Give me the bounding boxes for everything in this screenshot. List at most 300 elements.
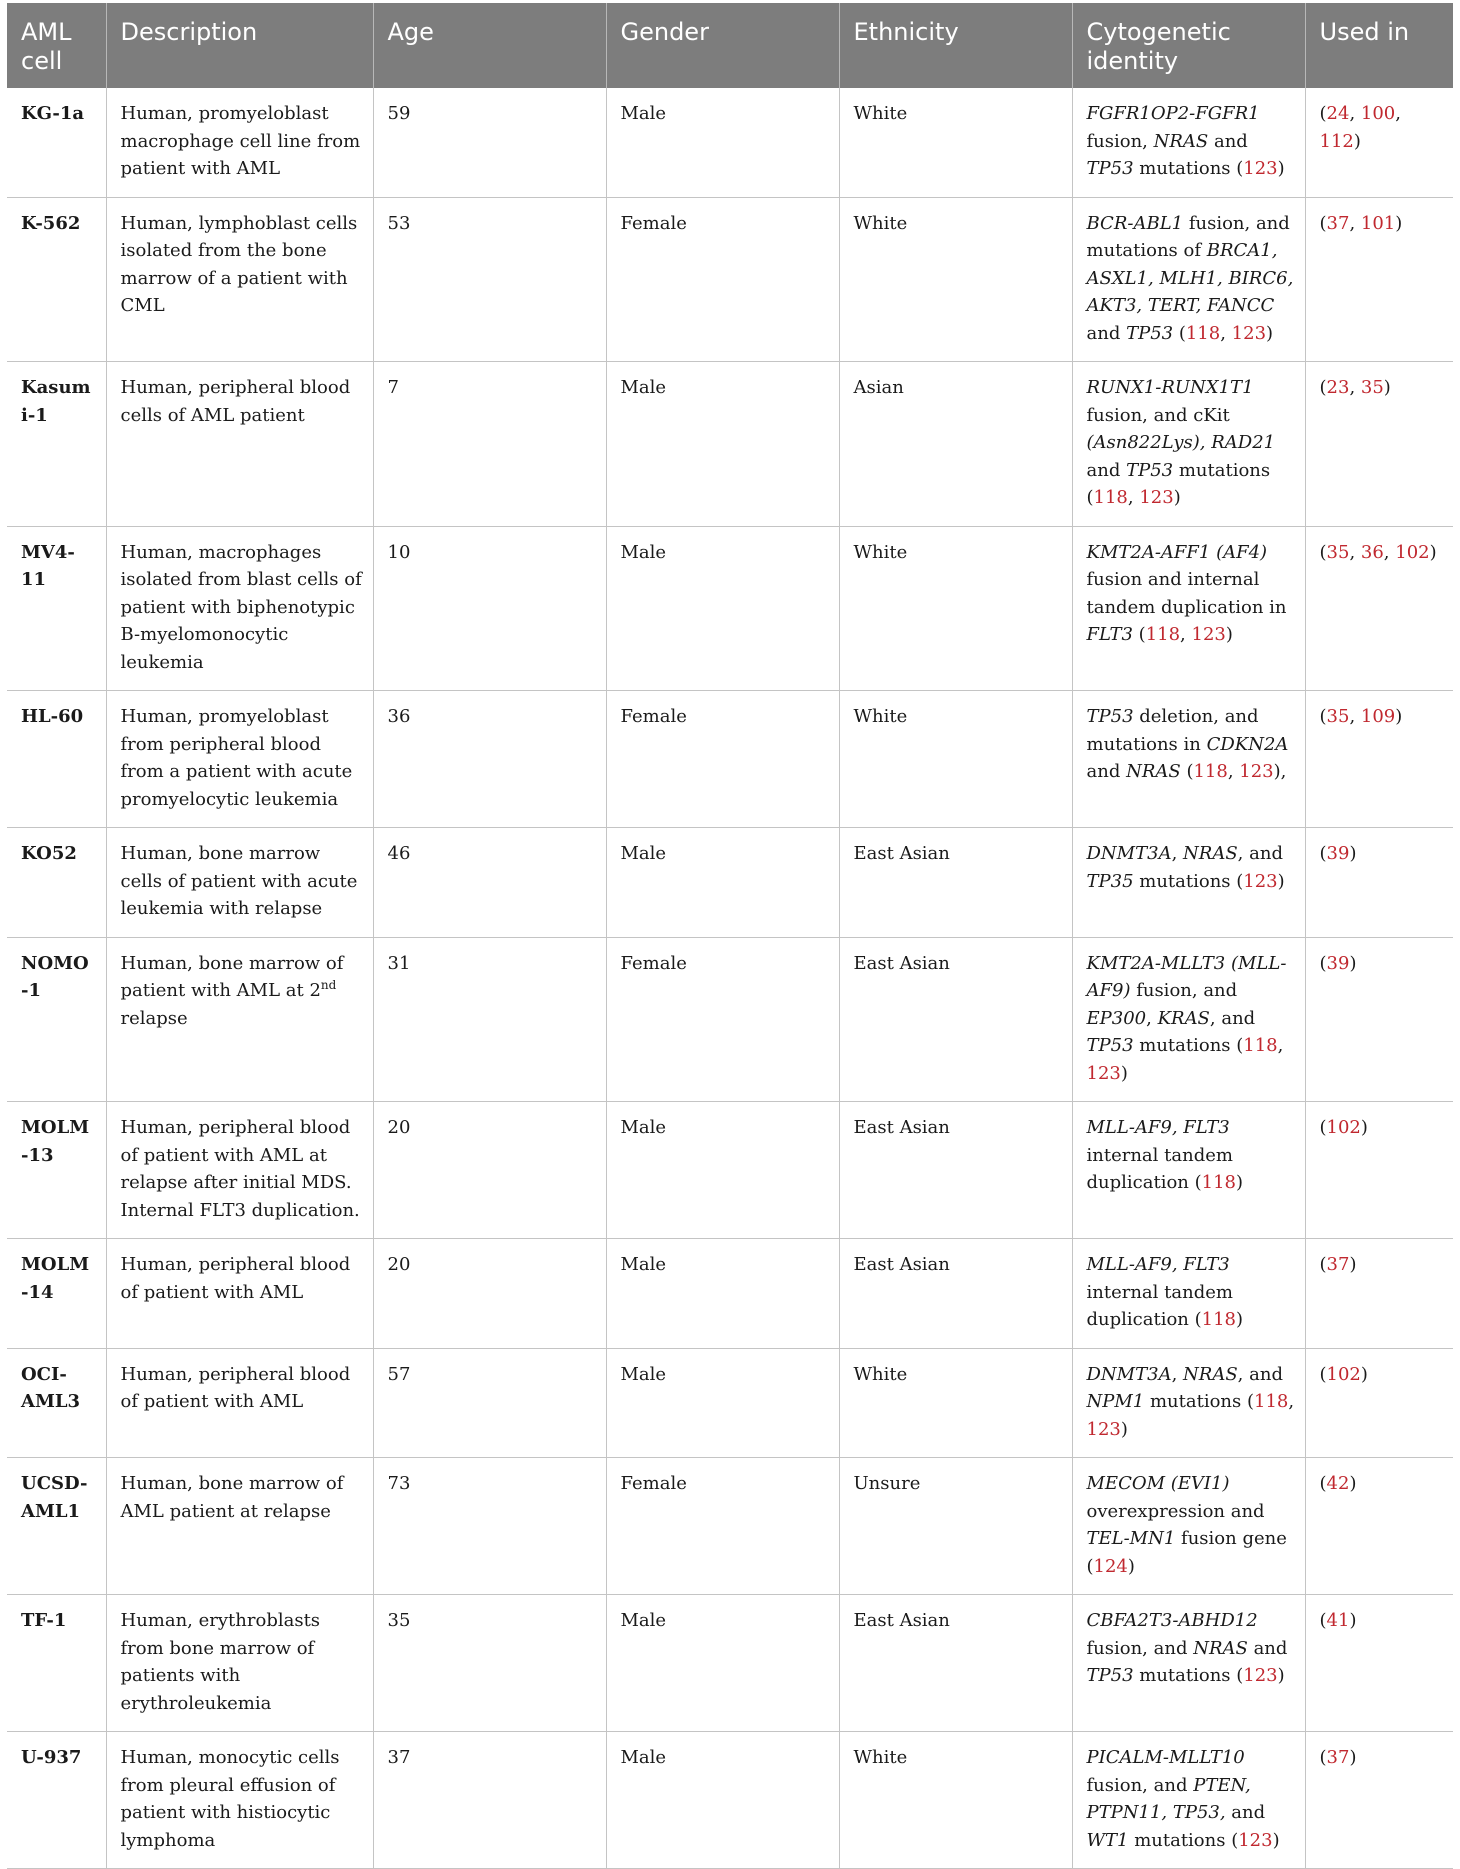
text-segment: and <box>1247 1637 1288 1659</box>
cytogenetic-cell <box>1072 526 1305 691</box>
aml-cell-table <box>7 3 1453 1869</box>
gender-value: Female <box>620 212 687 234</box>
used-in-cell <box>1305 1239 1453 1349</box>
table-row <box>7 526 1453 691</box>
text-segment: mutations ( <box>1133 1665 1244 1686</box>
reference-link[interactable]: 36 <box>1360 541 1384 563</box>
header-gender: Gender <box>606 3 839 88</box>
reference-link[interactable]: 35 <box>1360 377 1384 398</box>
text-segment: overexpression and <box>1086 1500 1265 1522</box>
text-segment: ) <box>1395 212 1403 234</box>
reference-link[interactable]: 109 <box>1360 706 1396 727</box>
header-row <box>7 3 1453 88</box>
reference-link[interactable]: 123 <box>1086 1062 1121 1084</box>
table-row <box>7 1348 1453 1458</box>
cytogenetic-cell <box>1072 197 1305 362</box>
text-segment: ) <box>1395 706 1403 727</box>
reference-link[interactable]: 112 <box>1319 130 1354 152</box>
used-in-cell <box>1305 197 1453 362</box>
text-segment: , <box>1220 322 1232 344</box>
text-segment: , <box>1383 541 1396 563</box>
text-segment: TP53 <box>1086 1035 1134 1056</box>
text-segment: fusion, and cKit <box>1086 404 1230 426</box>
text-segment: NRAS <box>1126 761 1181 782</box>
reference-link[interactable]: 39 <box>1326 843 1350 864</box>
text-segment: BRCA1, ASXL1, MLH1, BIRC6, AKT3, TERT, FANCC <box>1086 240 1294 316</box>
reference-link[interactable]: 118 <box>1093 487 1128 508</box>
used-in-cell <box>1305 526 1453 691</box>
ethnicity-value: East Asian <box>853 1610 950 1631</box>
gender-cell <box>606 197 839 362</box>
text-segment: (Asn822Lys), RAD21 <box>1086 432 1276 453</box>
text-segment: DNMT3A <box>1086 1363 1172 1385</box>
used-in-cell <box>1305 362 1453 527</box>
text-segment: , and <box>1237 843 1283 864</box>
ethnicity-cell <box>839 1348 1072 1458</box>
text-segment: ( <box>1319 706 1327 727</box>
reference-link[interactable]: 37 <box>1326 1254 1350 1275</box>
text-segment: , <box>1227 761 1240 782</box>
table-row <box>7 691 1453 828</box>
description-cell <box>106 526 373 691</box>
text-segment: ) <box>1277 1665 1285 1686</box>
gender-value: Male <box>620 103 667 124</box>
text-segment: and <box>1086 761 1127 782</box>
text-segment: ( <box>1319 377 1327 398</box>
cytogenetic-cell <box>1072 1458 1305 1595</box>
cytogenetic-cell <box>1072 1102 1305 1239</box>
age-value: 36 <box>387 706 411 727</box>
text-segment: fusion and internal tandem duplication in <box>1086 569 1287 618</box>
text-segment: ) <box>1360 1117 1368 1138</box>
table-row <box>7 1458 1453 1595</box>
gender-value: Female <box>620 1473 687 1494</box>
text-segment: BCR-ABL1 <box>1086 212 1184 234</box>
reference-link[interactable]: 101 <box>1360 212 1396 234</box>
used-in-cell <box>1305 88 1453 197</box>
description-cell <box>106 1348 373 1458</box>
table-row <box>7 1239 1453 1349</box>
text-segment: NRAS <box>1153 130 1209 152</box>
cell-line-label: MOLM-14 <box>21 1254 90 1303</box>
text-segment: TP53 <box>1126 322 1174 344</box>
table-row <box>7 197 1453 362</box>
reference-link[interactable]: 118 <box>1254 1391 1289 1412</box>
text-segment: TP35 <box>1086 870 1134 892</box>
text-segment: MECOM (EVI1) <box>1086 1473 1230 1494</box>
text-segment: FLT3 <box>1086 624 1133 645</box>
cytogenetic-cell <box>1072 88 1305 197</box>
text-segment: , <box>1146 1007 1158 1029</box>
gender-value: Male <box>620 1363 667 1385</box>
text-segment: fusion, <box>1086 130 1154 152</box>
used-in-cell <box>1305 1595 1453 1732</box>
text-segment: ) <box>1127 1555 1135 1577</box>
description-ordinal: 2 <box>309 980 321 1001</box>
ethnicity-value: Unsure <box>853 1473 921 1494</box>
text-segment: WT1 <box>1086 1829 1129 1851</box>
reference-link[interactable]: 123 <box>1191 624 1226 645</box>
reference-link[interactable]: 37 <box>1326 1747 1350 1768</box>
gender-value: Male <box>620 1747 667 1768</box>
cell-line-name <box>7 691 106 828</box>
age-cell <box>373 1239 606 1349</box>
age-cell <box>373 197 606 362</box>
gender-cell <box>606 88 839 197</box>
text-segment: PICALM-MLLT10 <box>1086 1747 1245 1768</box>
text-segment: , and <box>1237 1363 1283 1385</box>
text-segment: fusion, and <box>1086 1637 1194 1659</box>
ethnicity-value: White <box>853 706 908 727</box>
text-segment: fusion, and <box>1086 1774 1194 1796</box>
cell-line-name <box>7 88 106 197</box>
text-segment: ) <box>1349 1610 1357 1631</box>
reference-link[interactable]: 118 <box>1243 1035 1278 1056</box>
text-segment: fusion, and <box>1130 980 1238 1001</box>
ethnicity-value: Asian <box>853 377 904 398</box>
used-in-cell <box>1305 1348 1453 1458</box>
text-segment: TP53 <box>1086 706 1134 727</box>
cell-line-name <box>7 1458 106 1595</box>
cytogenetic-cell <box>1072 1595 1305 1732</box>
text-segment: deletion, and mutations in <box>1086 706 1259 755</box>
text-segment: ) <box>1353 130 1361 152</box>
description-text: Human, bone marrow of patient with AML at <box>120 952 344 1001</box>
text-segment: ) <box>1277 870 1285 892</box>
reference-link[interactable]: 118 <box>1193 761 1228 782</box>
text-segment: TP53 <box>1086 158 1134 179</box>
reference-link[interactable]: 123 <box>1239 761 1274 782</box>
age-cell <box>373 691 606 828</box>
cytogenetic-cell <box>1072 937 1305 1102</box>
text-segment: mutations ( <box>1144 1391 1254 1412</box>
gender-value: Male <box>620 1117 667 1138</box>
ethnicity-cell <box>839 362 1072 527</box>
table-row <box>7 1102 1453 1239</box>
description-cell <box>106 88 373 197</box>
reference-link[interactable]: 35 <box>1326 541 1350 563</box>
text-segment: ) <box>1120 1062 1128 1084</box>
gender-cell <box>606 828 839 938</box>
text-segment: ) <box>1272 1829 1280 1851</box>
description-superscript: nd <box>320 978 337 992</box>
description-text: Human, peripheral blood of patient with AML <box>120 1254 351 1303</box>
age-cell <box>373 1595 606 1732</box>
ethnicity-value: East Asian <box>853 1254 950 1275</box>
reference-link[interactable]: 118 <box>1185 322 1221 344</box>
gender-value: Male <box>620 377 667 398</box>
text-segment: , <box>1349 706 1361 727</box>
text-segment: KMT2A-AFF1 (AF4) <box>1086 541 1268 563</box>
text-segment: mutations ( <box>1133 158 1244 179</box>
ethnicity-cell <box>839 1732 1072 1869</box>
table-row <box>7 937 1453 1102</box>
cell-line-label: OCI-AML3 <box>21 1363 81 1412</box>
text-segment: ) <box>1349 1747 1357 1768</box>
description-text: Human, lymphoblast cells isolated from the bone marrow of a patient with CML <box>120 212 358 316</box>
age-cell <box>373 88 606 197</box>
text-segment: ( <box>1319 952 1327 974</box>
text-segment: and <box>1208 130 1248 152</box>
ethnicity-value: White <box>853 212 908 234</box>
ethnicity-cell <box>839 1239 1072 1349</box>
age-cell <box>373 1102 606 1239</box>
header-used-in: Used in <box>1305 3 1453 88</box>
text-segment: ( <box>1319 1747 1327 1768</box>
cell-line-name <box>7 1239 106 1349</box>
reference-link[interactable]: 102 <box>1326 1117 1361 1138</box>
cell-line-label: U-937 <box>21 1747 82 1768</box>
reference-link[interactable]: 24 <box>1326 103 1350 124</box>
cytogenetic-cell <box>1072 828 1305 938</box>
text-segment: ( <box>1319 843 1327 864</box>
gender-cell <box>606 1458 839 1595</box>
text-segment: , <box>1349 212 1361 234</box>
text-segment: ( <box>1132 624 1146 645</box>
gender-cell <box>606 1348 839 1458</box>
used-in-cell <box>1305 937 1453 1102</box>
gender-cell <box>606 691 839 828</box>
description-text: Human, peripheral blood of patient with AML at relapse after initial MDS. Internal FLT3 duplication. <box>120 1117 360 1221</box>
text-segment: ( <box>1319 541 1327 563</box>
description-cell <box>106 362 373 527</box>
text-segment: , <box>1277 1035 1284 1056</box>
text-segment: FGFR1OP2-FGFR1 <box>1086 103 1260 124</box>
text-segment: CBFA2T3-ABHD12 <box>1086 1610 1258 1631</box>
ethnicity-cell <box>839 691 1072 828</box>
reference-link[interactable]: 118 <box>1145 624 1181 645</box>
cytogenetic-cell <box>1072 1348 1305 1458</box>
used-in-cell <box>1305 1732 1453 1869</box>
cytogenetic-cell <box>1072 1732 1305 1869</box>
gender-cell <box>606 1102 839 1239</box>
text-segment: NRAS <box>1183 1363 1238 1385</box>
table-row <box>7 1595 1453 1732</box>
text-segment: NRAS <box>1183 843 1238 864</box>
table-row <box>7 828 1453 938</box>
cell-line-label: K-562 <box>21 212 81 234</box>
description-text: Human, promyeloblast macrophage cell line from patient with AML <box>120 103 361 179</box>
ethnicity-value: White <box>853 541 908 563</box>
cell-line-label: MV4-11 <box>21 541 75 590</box>
ethnicity-cell <box>839 937 1072 1102</box>
ethnicity-value: East Asian <box>853 1117 950 1138</box>
age-value: 37 <box>387 1747 411 1768</box>
description-cell <box>106 197 373 362</box>
description-text: Human, bone marrow cells of patient with acute leukemia with relapse <box>120 843 358 919</box>
description-cell <box>106 1595 373 1732</box>
cytogenetic-cell <box>1072 691 1305 828</box>
ethnicity-cell <box>839 828 1072 938</box>
age-cell <box>373 1458 606 1595</box>
text-segment: mutations ( <box>1086 459 1271 508</box>
ethnicity-value: White <box>853 1363 908 1385</box>
text-segment: ( <box>1319 1363 1327 1385</box>
ethnicity-cell <box>839 88 1072 197</box>
age-value: 20 <box>387 1117 411 1138</box>
cell-line-name <box>7 828 106 938</box>
text-segment: ) <box>1236 1172 1244 1193</box>
header-age: Age <box>373 3 606 88</box>
ethnicity-value: White <box>853 103 908 124</box>
description-text: Human, bone marrow of AML patient at relapse <box>120 1473 344 1522</box>
text-segment: , and <box>1209 1007 1256 1029</box>
text-segment: ) <box>1277 158 1285 179</box>
text-segment: NPM1 <box>1086 1391 1145 1412</box>
description-tail: relapse <box>120 1007 188 1029</box>
age-value: 46 <box>387 843 411 864</box>
gender-cell <box>606 1595 839 1732</box>
cell-line-name <box>7 1595 106 1732</box>
reference-link[interactable]: 123 <box>1231 322 1267 344</box>
age-value: 73 <box>387 1473 411 1494</box>
ethnicity-cell <box>839 1102 1072 1239</box>
text-segment: ( <box>1319 1117 1327 1138</box>
ethnicity-value: East Asian <box>853 952 950 974</box>
text-segment: NRAS <box>1193 1637 1248 1659</box>
description-text: Human, macrophages isolated from blast cells of patient with biphenotypic B-myelomonocytic leukemia <box>120 541 362 673</box>
text-segment: , <box>1349 541 1361 563</box>
text-segment: KMT2A-MLLT3 (MLL-AF9) <box>1086 952 1287 1001</box>
age-cell <box>373 362 606 527</box>
cell-line-name <box>7 937 106 1102</box>
text-segment: , <box>1349 377 1361 398</box>
reference-link[interactable]: 123 <box>1243 158 1278 179</box>
gender-value: Male <box>620 541 667 563</box>
used-in-cell <box>1305 691 1453 828</box>
text-segment: ( <box>1319 212 1327 234</box>
table-body <box>7 88 1453 1869</box>
description-cell <box>106 1102 373 1239</box>
text-segment: and <box>1225 1802 1266 1823</box>
text-segment: , <box>1171 1363 1184 1385</box>
header-ethnicity: Ethnicity <box>839 3 1072 88</box>
text-segment: , <box>1288 1391 1295 1412</box>
reference-link[interactable]: 123 <box>1238 1829 1273 1851</box>
description-text: Human, erythroblasts from bone marrow of patients with erythroleukemia <box>120 1610 321 1714</box>
text-segment: ( <box>1319 103 1327 124</box>
text-segment: ) <box>1120 1418 1128 1440</box>
text-segment: , <box>1349 103 1361 124</box>
gender-cell <box>606 1239 839 1349</box>
reference-link[interactable]: 42 <box>1326 1473 1350 1494</box>
reference-link[interactable]: 37 <box>1326 212 1350 234</box>
text-segment: ) <box>1349 843 1357 864</box>
reference-link[interactable]: 123 <box>1086 1418 1121 1440</box>
description-cell <box>106 937 373 1102</box>
text-segment: MLL-AF9, FLT3 <box>1086 1117 1230 1138</box>
age-value: 20 <box>387 1254 411 1275</box>
text-segment: ( <box>1173 322 1186 344</box>
cell-line-label: HL-60 <box>21 706 84 727</box>
reference-link[interactable]: 123 <box>1139 487 1174 508</box>
ethnicity-cell <box>839 197 1072 362</box>
text-segment: ) <box>1383 377 1391 398</box>
age-value: 53 <box>387 212 411 234</box>
reference-link[interactable]: 118 <box>1201 1309 1236 1330</box>
table-row <box>7 1732 1453 1869</box>
cell-line-name <box>7 1348 106 1458</box>
reference-link[interactable]: 123 <box>1243 1665 1278 1686</box>
header-description: Description <box>106 3 373 88</box>
header-cytogenetic-identity: Cytogenetic identity <box>1072 3 1305 88</box>
reference-link[interactable]: 100 <box>1360 103 1396 124</box>
age-value: 31 <box>387 952 411 974</box>
text-segment: , <box>1395 103 1401 124</box>
text-segment: internal tandem duplication ( <box>1086 1281 1233 1330</box>
text-segment: ) <box>1266 322 1274 344</box>
age-cell <box>373 526 606 691</box>
used-in-cell <box>1305 1458 1453 1595</box>
text-segment: , <box>1127 487 1140 508</box>
cell-line-label: Kasumi-1 <box>21 377 91 426</box>
age-cell <box>373 937 606 1102</box>
reference-link[interactable]: 39 <box>1326 952 1350 974</box>
gender-cell <box>606 937 839 1102</box>
reference-link[interactable]: 41 <box>1326 1610 1350 1631</box>
text-segment: DNMT3A <box>1086 843 1172 864</box>
ethnicity-cell <box>839 1595 1072 1732</box>
reference-link[interactable]: 118 <box>1201 1172 1236 1193</box>
used-in-cell <box>1305 828 1453 938</box>
text-segment: TEL-MN1 <box>1086 1528 1176 1549</box>
reference-link[interactable]: 35 <box>1326 706 1350 727</box>
cell-line-name <box>7 1102 106 1239</box>
cytogenetic-cell <box>1072 362 1305 527</box>
text-segment: CDKN2A <box>1206 733 1289 755</box>
age-value: 10 <box>387 541 411 563</box>
cell-line-name <box>7 362 106 527</box>
description-cell <box>106 1239 373 1349</box>
text-segment: ( <box>1319 1254 1327 1275</box>
used-in-cell <box>1305 1102 1453 1239</box>
text-segment: ) <box>1236 1309 1244 1330</box>
reference-link[interactable]: 102 <box>1326 1363 1361 1385</box>
text-segment: internal tandem duplication ( <box>1086 1144 1233 1193</box>
text-segment: mutations ( <box>1133 1035 1244 1056</box>
text-segment: TP53 <box>1126 459 1174 481</box>
gender-cell <box>606 362 839 527</box>
description-text: Human, promyeloblast from peripheral blood from a patient with acute promyelocytic leukemia <box>120 706 353 810</box>
text-segment: and <box>1086 322 1127 344</box>
description-cell <box>106 828 373 938</box>
reference-link[interactable]: 123 <box>1243 870 1278 892</box>
description-cell <box>106 691 373 828</box>
age-cell <box>373 828 606 938</box>
text-segment: ) <box>1173 487 1181 508</box>
cell-line-name <box>7 1732 106 1869</box>
reference-link[interactable]: 23 <box>1326 377 1350 398</box>
text-segment: , <box>1180 624 1192 645</box>
text-segment: TP53 <box>1086 1665 1134 1686</box>
age-value: 7 <box>387 377 399 398</box>
ethnicity-cell <box>839 526 1072 691</box>
description-cell <box>106 1458 373 1595</box>
age-value: 57 <box>387 1363 411 1385</box>
cell-line-name <box>7 197 106 362</box>
text-segment: ( <box>1180 761 1194 782</box>
table-row <box>7 88 1453 197</box>
reference-link[interactable]: 124 <box>1093 1555 1128 1577</box>
age-value: 35 <box>387 1610 411 1631</box>
text-segment: ) <box>1225 624 1233 645</box>
cell-line-label: MOLM-13 <box>21 1117 90 1166</box>
gender-value: Male <box>620 1610 667 1631</box>
description-text: Human, monocytic cells from pleural effusion of patient with histiocytic lymphoma <box>120 1747 340 1851</box>
ethnicity-value: White <box>853 1747 908 1768</box>
reference-link[interactable]: 102 <box>1395 541 1430 563</box>
text-segment: ) <box>1429 541 1437 563</box>
